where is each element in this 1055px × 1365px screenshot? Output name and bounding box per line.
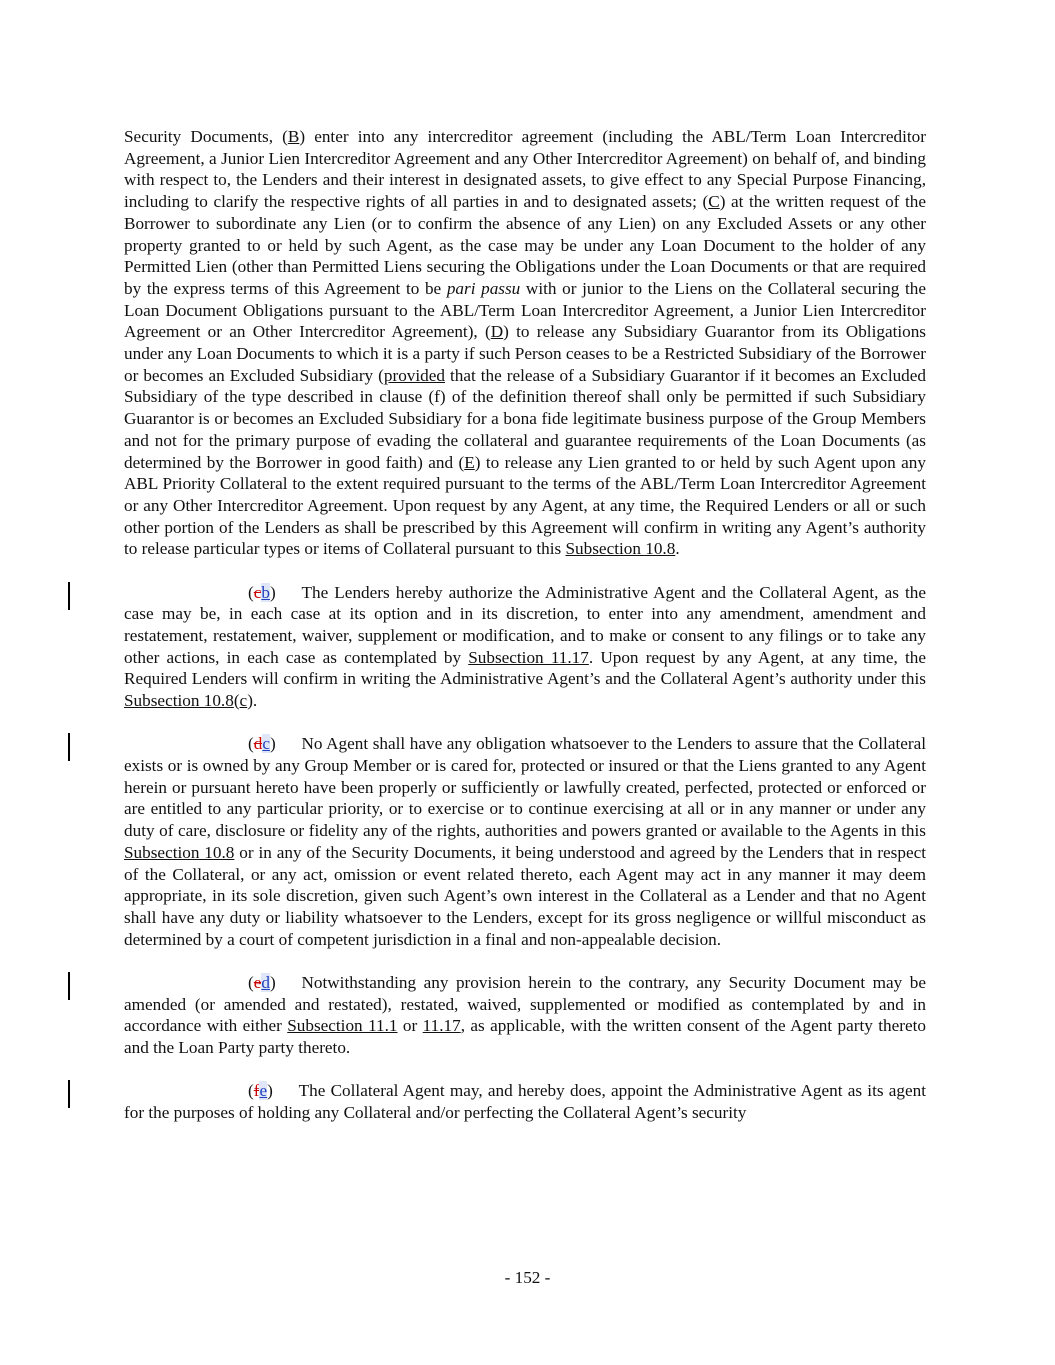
paragraph-b: (cb) The Lenders hereby authorize the Administrative Agent and the Collateral Agent, as the case may be, in each case at its option and in its discretion, to enter into any amendment, amendment and restatement, restatement, waiver, supplement or modification, and to make or consent to any filings or to take any other actions, in each case as contemplated by Subsection 11.17. Upon request by any Agent, at any time, the Required Lenders will confirm in writing the Administrative Agent’s and the Collateral Agent’s authority under this Subsection 10.8(c). [124, 582, 926, 712]
deleted-label: d [253, 734, 263, 754]
change-bar [68, 582, 70, 610]
change-bar [68, 733, 70, 761]
subsection-link[interactable]: Subsection 10.8 [124, 842, 235, 862]
change-bar [68, 972, 70, 1000]
deleted-label: e [253, 972, 262, 992]
subsection-link[interactable]: Subsection 10.8 [124, 691, 234, 711]
paragraph-d: (ed) Notwithstanding any provision herein to the contrary, any Security Document may be amended (or amended and restated), restated, waived, supplemented or modified as contemplated by and in accordance with either Subsection 11.1 or 11.17, as applicable, with the written consent of the Agent party thereto and the Loan Party party thereto. [124, 972, 926, 1059]
inserted-label: d [261, 972, 270, 992]
subsection-link[interactable]: 11.17 [422, 1016, 461, 1036]
deleted-label: c [253, 582, 262, 602]
inserted-label: e [259, 1081, 268, 1101]
document-body [124, 126, 926, 1145]
deleted-label: f [253, 1081, 260, 1101]
paragraph-a: Security Documents, (B) enter into any intercreditor agreement (including the ABL/Term Loan Intercreditor Agreement, a Junior Lien Intercreditor Agreement and any Other Intercreditor Agreement) on behalf of, and binding with respect to, the Lenders and their interest in designated assets, to give effect to any Special Purpose Financing, including to clarify the respective rights of all parties in and to designated assets; (C) at the written request of the Borrower to subordinate any Lien (or to confirm the absence of any Lien) on any Excluded Assets or any other property granted to or held by such Agent, as the case may be under any Loan Document to the holder of any Permitted Lien (other than Permitted Liens securing the Obligations under the Loan Documents or that are required by the express terms of this Agreement to be pari passu with or junior to the Liens on the Collateral securing the Loan Document Obligations pursuant to the ABL/Term Loan Intercreditor Agreement, a Junior Lien Intercreditor Agreement or an Other Intercreditor Agreement), (D) to release any Subsidiary Guarantor from its Obligations under any Loan Documents to which it is a party if such Person ceases to be a Restricted Subsidiary of the Borrower or becomes an Excluded Subsidiary (provided that the release of a Subsidiary Guarantor if it becomes an Excluded Subsidiary of the type described in clause (f) of the definition thereof shall only be permitted if such Subsidiary Guarantor is or becomes an Excluded Subsidiary for a bona fide legitimate business purpose of the Group Members and not for the primary purpose of evading the collateral and guarantee requirements of the Loan Documents (as determined by the Borrower in good faith) and (E) to release any Lien granted to or held by such Agent upon any ABL Priority Collateral to the extent required pursuant to the terms of the ABL/Term Loan Intercreditor Agreement or any Other Intercreditor Agreement. Upon request by any Agent, at any time, the Required Lenders or all or such other portion of the Lenders as shall be prescribed by this Agreement will confirm in writing any Agent’s authority to release particular types or items of Collateral pursuant to this Subsection 10.8. [124, 127, 927, 559]
change-bar [68, 1080, 70, 1108]
subsection-link[interactable]: Subsection 11.1 [287, 1016, 398, 1036]
inserted-label: b [261, 582, 270, 602]
paragraph-e: (fe) The Collateral Agent may, and hereby does, appoint the Administrative Agent as its agent for the purposes of holding any Collateral and/or perfecting the Collateral Agent’s security [124, 1080, 926, 1123]
subsection-link[interactable]: Subsection 11.17 [468, 647, 589, 667]
subsection-link[interactable]: Subsection 10.8 [565, 539, 676, 559]
page-number: - 152 - [504, 1268, 551, 1287]
inserted-label: c [262, 734, 270, 754]
paragraph-c: (dc) No Agent shall have any obligation whatsoever to the Lenders to assure that the Collateral exists or is owned by any Group Member or is cared for, protected or insured or that the Liens granted to any Agent herein or pursuant hereto have been properly or sufficiently or lawfully created, perfected, protected or enforced or are entitled to any particular priority, or to exercise or to continue exercising at all or in any manner or under any duty of care, disclosure or fidelity any of the rights, authorities and powers granted or available to the Agents in this Subsection 10.8 or in any of the Security Documents, it being understood and agreed by the Lenders that in respect of the Collateral, or any act, omission or event related thereto, each Agent may act in any manner it may deem appropriate, in its sole discretion, given such Agent’s own interest in the Collateral as a Lender and that no Agent shall have any duty or liability whatsoever to the Lenders, except for its gross negligence or willful misconduct as determined by a court of competent jurisdiction in a final and non-appealable decision. [124, 733, 926, 950]
